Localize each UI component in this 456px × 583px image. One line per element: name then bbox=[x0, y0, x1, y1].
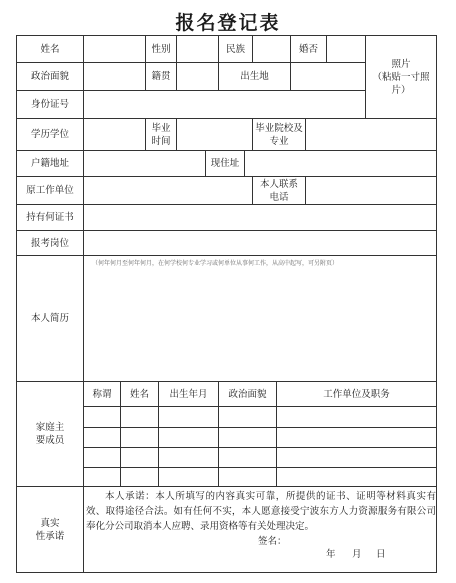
label-native-place: 籍贯 bbox=[151, 71, 171, 82]
marital-field[interactable] bbox=[327, 36, 365, 62]
family-row[interactable] bbox=[84, 468, 436, 486]
photo-box[interactable]: 照片 （粘贴一寸照 片） bbox=[372, 58, 430, 96]
label-ethnicity: 民族 bbox=[225, 43, 245, 55]
date-month-label: 月 bbox=[352, 549, 362, 560]
native-place-field[interactable] bbox=[177, 63, 218, 90]
contact-phone-field[interactable] bbox=[306, 177, 436, 204]
label-hukou: 户籍地址 bbox=[30, 158, 69, 169]
family-col-birth: 出生年月 bbox=[169, 388, 208, 400]
certificates-field[interactable] bbox=[84, 205, 436, 230]
form-title: 报名登记表 bbox=[175, 12, 281, 34]
label-certificates: 持有何证书 bbox=[26, 212, 74, 223]
former-employer-field[interactable] bbox=[84, 177, 252, 204]
date-year-label: 年 bbox=[326, 549, 336, 560]
family-row[interactable] bbox=[84, 448, 436, 467]
sign-label: 签名： bbox=[258, 536, 287, 547]
label-grad-time: 毕业 时间 bbox=[151, 122, 171, 147]
hukou-field[interactable] bbox=[84, 151, 205, 176]
resume-field[interactable] bbox=[84, 268, 436, 380]
label-family: 家庭主 要成员 bbox=[35, 422, 65, 446]
position-field[interactable] bbox=[84, 231, 436, 255]
label-id-number: 身份证号 bbox=[30, 99, 69, 110]
family-row[interactable] bbox=[84, 407, 436, 427]
label-grad-school: 毕业院校及 专业 bbox=[255, 122, 303, 147]
resume-hint: （何年何月至何年何月，在何学校何专业学习或何单位从事何工作，从高中起写，可另附页） bbox=[92, 260, 339, 267]
political-field[interactable] bbox=[84, 63, 145, 90]
id-number-field[interactable] bbox=[84, 91, 365, 118]
family-col-political: 政治面貌 bbox=[228, 388, 267, 400]
label-marital: 婚否 bbox=[298, 43, 318, 55]
label-resume: 本人简历 bbox=[30, 313, 69, 324]
family-col-work: 工作单位及职务 bbox=[323, 388, 390, 400]
grad-time-field[interactable] bbox=[177, 119, 252, 150]
pledge-text: 本人承诺：本人所填写的内容真实可靠，所提供的证书、证明等材料真实有效、取得途径合法。如有任何不实，本人愿意接受宁波东方人力资源服务有限公司奉化分公司取消本人应聘、录用资格等有关处理决定。 bbox=[86, 491, 436, 532]
label-position: 报考岗位 bbox=[30, 237, 69, 249]
birthplace-field[interactable] bbox=[291, 63, 365, 90]
label-political: 政治面貌 bbox=[30, 71, 69, 82]
ethnicity-field[interactable] bbox=[253, 36, 290, 62]
grad-school-field[interactable] bbox=[306, 119, 436, 150]
label-former-employer: 原工作单位 bbox=[26, 185, 74, 196]
gender-field[interactable] bbox=[177, 36, 218, 62]
label-education: 学历学位 bbox=[30, 129, 69, 140]
label-pledge: 真实 性承诺 bbox=[35, 517, 65, 542]
education-field[interactable] bbox=[84, 119, 145, 150]
label-birthplace: 出生地 bbox=[240, 71, 269, 82]
label-residence: 现住址 bbox=[210, 158, 240, 169]
label-contact-phone: 本人联系 电话 bbox=[259, 178, 298, 203]
family-col-name: 姓名 bbox=[129, 388, 149, 400]
family-row[interactable] bbox=[84, 428, 436, 447]
label-name: 姓名 bbox=[40, 43, 60, 55]
date-day-label: 日 bbox=[376, 549, 386, 560]
residence-field[interactable] bbox=[245, 151, 436, 176]
name-field[interactable] bbox=[84, 36, 145, 62]
family-col-relation: 称谓 bbox=[92, 388, 112, 400]
signature-field[interactable] bbox=[292, 531, 422, 545]
label-gender: 性别 bbox=[151, 43, 171, 55]
